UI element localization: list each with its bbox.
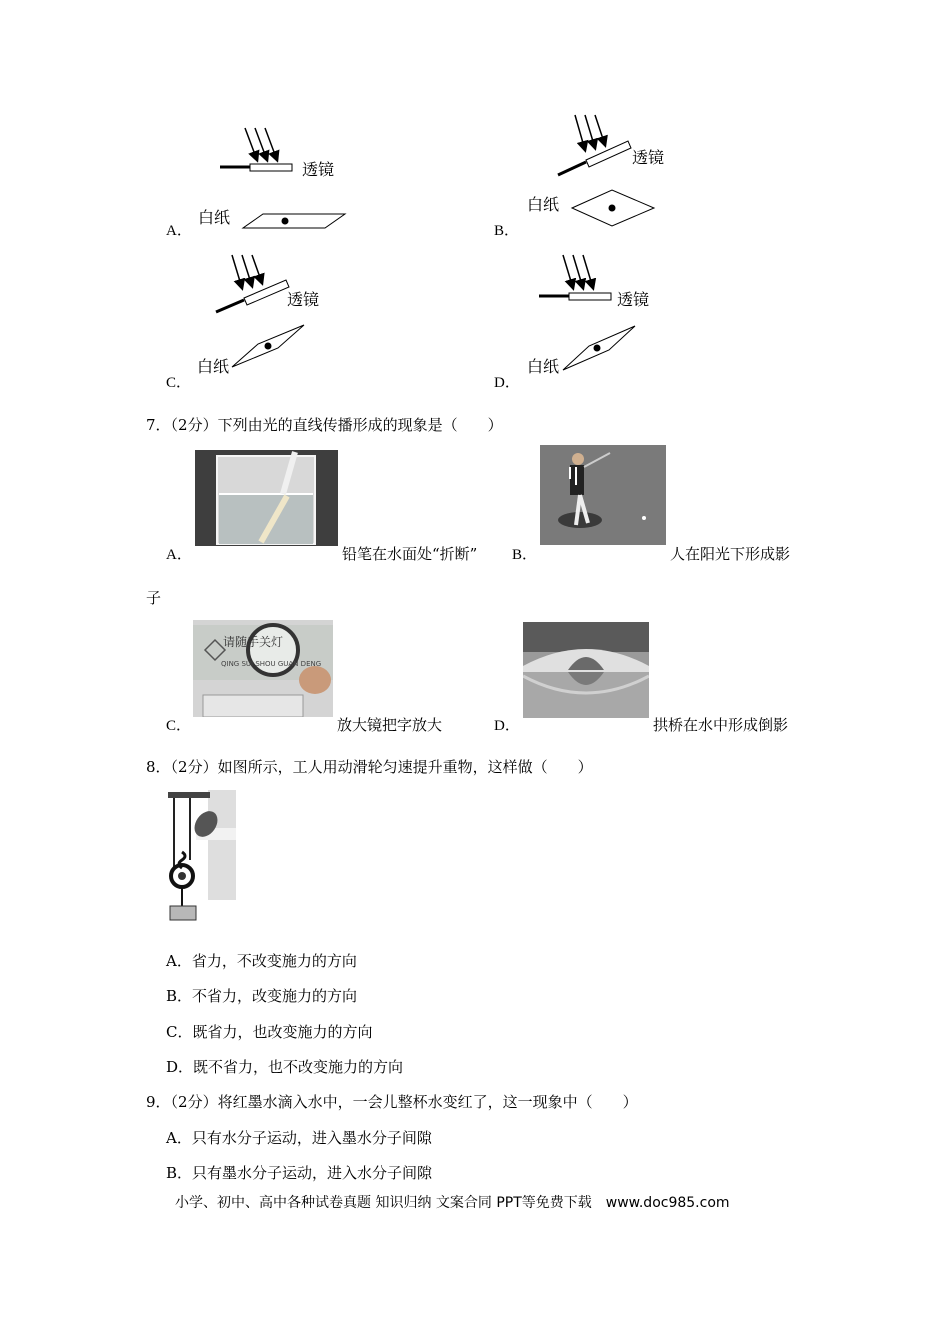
q8-option-d[interactable]: D．既不省力，也不改变施力的方向	[166, 1058, 404, 1076]
sign-pinyin: QING SUI SHOU GUAN DENG	[221, 660, 322, 668]
q7-option-d-label[interactable]: D．	[494, 718, 520, 734]
paper-label: 白纸	[527, 195, 560, 214]
q7-option-b-label[interactable]: B．	[512, 547, 538, 563]
pencil-in-water-photo	[195, 450, 338, 546]
sign-text: 请随手关灯	[223, 635, 284, 649]
lens-label: 透镜	[302, 160, 335, 179]
arch-bridge-photo	[523, 622, 649, 718]
q6-option-d[interactable]: D．	[494, 375, 520, 391]
q7-option-c-label[interactable]: C．	[166, 718, 192, 734]
lens-paper-figure-b	[550, 110, 670, 230]
q8-option-a[interactable]: A．省力，不改变施力的方向	[166, 952, 357, 970]
q8-option-c[interactable]: C．既省力，也改变施力的方向	[166, 1023, 373, 1041]
q7-stem: 7．（2分）下列由光的直线传播形成的现象是（ ）	[146, 416, 503, 434]
q7-option-c-text: 放大镜把字放大	[337, 716, 443, 734]
paper-label: 白纸	[527, 357, 560, 376]
lens-label: 透镜	[632, 148, 665, 167]
page-footer: 小学、初中、高中各种试卷真题 知识归纳 文案合同 PPT等免费下载 www.doc985.com	[175, 1195, 730, 1211]
q6-option-b[interactable]: B．	[494, 223, 520, 239]
lens-label: 透镜	[287, 290, 320, 309]
golfer-shadow-photo	[540, 445, 666, 545]
lens-paper-figure-c	[212, 250, 332, 375]
magnifier-sign-photo	[193, 620, 333, 717]
q6-option-c[interactable]: C．	[166, 375, 192, 391]
lens-paper-figure-a	[215, 120, 355, 240]
q9-option-a[interactable]: A．只有水分子运动，进入墨水分子间隙	[166, 1129, 432, 1147]
q7-option-b-text: 人在阳光下形成影	[670, 545, 791, 563]
q9-stem: 9．（2分）将红墨水滴入水中，一会儿整杯水变红了，这一现象中（ ）	[146, 1093, 638, 1111]
paper-label: 白纸	[198, 208, 231, 227]
q8-stem: 8．（2分）如图所示，工人用动滑轮匀速提升重物，这样做（ ）	[146, 758, 593, 776]
q7-option-d-text: 拱桥在水中形成倒影	[653, 716, 789, 734]
pulley-photo	[168, 790, 240, 922]
q9-option-b[interactable]: B．只有墨水分子运动，进入水分子间隙	[166, 1164, 433, 1182]
paper-label: 白纸	[197, 357, 230, 376]
q6-option-a[interactable]: A．	[166, 223, 192, 239]
q7-option-a-text: 铅笔在水面处“折断”	[342, 545, 478, 563]
q8-option-b[interactable]: B．不省力，改变施力的方向	[166, 987, 358, 1005]
lens-label: 透镜	[617, 290, 650, 309]
q7-option-a-label[interactable]: A．	[166, 547, 192, 563]
q7-option-b-text-wrap: 子	[146, 589, 162, 607]
